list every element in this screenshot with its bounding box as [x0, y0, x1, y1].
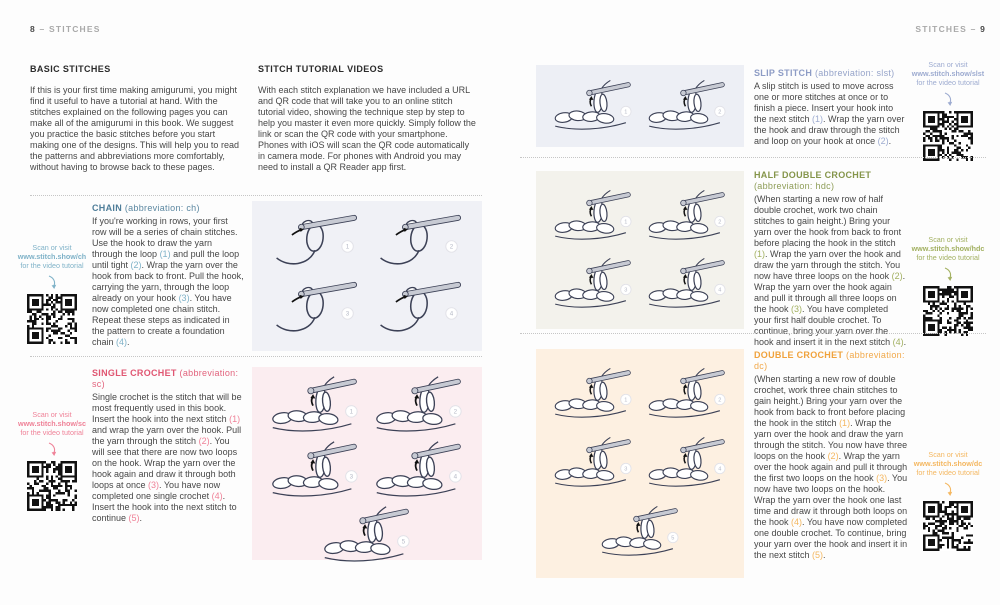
curved-down-arrow-icon	[46, 275, 59, 290]
svg-text:1: 1	[624, 397, 628, 404]
svg-text:4: 4	[718, 466, 722, 473]
svg-text:4: 4	[718, 287, 722, 294]
scan-note-url: www.stitch.show/hdc	[911, 244, 985, 254]
single-crochet-step-illustrations	[252, 367, 482, 560]
svg-text:2: 2	[718, 397, 722, 404]
chain-scan-note	[10, 243, 94, 344]
scan-note-line: for the video tutorial	[20, 428, 84, 438]
page-number: 9	[980, 24, 986, 34]
svg-text:1: 1	[624, 109, 628, 116]
qr-code	[923, 111, 973, 161]
curved-down-arrow-icon	[942, 92, 955, 107]
single-crochet-scan-note	[10, 410, 94, 511]
stitch-step-illustration	[644, 255, 730, 314]
intro-column-tutorial-videos	[258, 64, 476, 173]
svg-text:1: 1	[349, 408, 353, 416]
stitch-step-illustration	[550, 434, 636, 493]
stitch-heading: SLIP STITCH (abbreviation: slst)	[754, 68, 895, 78]
scan-note-line: Scan or visit	[928, 450, 968, 459]
scan-note-url: www.stitch.show/sc	[17, 419, 87, 429]
left-page-header	[30, 24, 101, 34]
scan-note-url: www.stitch.show/dc	[913, 459, 983, 469]
single-crochet-section-text	[92, 368, 244, 524]
stitch-heading: HALF DOUBLE CROCHET (abbreviation: hdc)	[754, 170, 872, 191]
page-title: STITCHES	[915, 24, 967, 34]
page-title: STITCHES	[49, 24, 101, 34]
stitch-heading: DOUBLE CROCHET (abbreviation: dc)	[754, 350, 905, 371]
stitch-step-illustration	[644, 77, 730, 136]
stitch-step-illustration	[371, 210, 467, 275]
stitch-step-illustration	[550, 187, 636, 246]
chain-section-text	[92, 203, 244, 348]
stitch-step-illustration	[644, 434, 730, 493]
slip-stitch-section-text	[754, 68, 908, 147]
stitch-body: (When starting a new row of double crochet, work three chain stitches to gain height.) Bring your yarn over the hook from back to front before placing the hook in the stitch (1). Wrap the yarn over the hook and draw the yarn through the stitch. You now have three loops on the hook (2). Wrap the yarn over the hook again and pull it through the first two loops on the hook (3). You now have two loops on the hook. Wrap the yarn over the hook one last time and draw it through both loops on the hook (4). You have now completed one double crochet. To continue, bring your yarn over the hook and insert it in the next stitch (5).	[754, 374, 908, 560]
svg-text:3: 3	[624, 287, 628, 294]
double-crochet-scan-note	[904, 450, 992, 551]
chain-step-illustrations	[252, 201, 482, 351]
scan-note-url: www.stitch.show/ch	[17, 252, 87, 262]
stitch-step-illustration	[267, 277, 363, 342]
double-crochet-section-text	[754, 350, 908, 561]
slip-stitch-step-illustrations	[536, 65, 744, 147]
stitch-step-illustration	[550, 255, 636, 314]
stitch-step-illustration	[371, 373, 467, 438]
dotted-divider	[30, 195, 482, 196]
header-separator: –	[970, 24, 977, 34]
stitch-step-illustration	[550, 77, 636, 136]
page-number: 8	[30, 24, 36, 34]
scan-note-line: Scan or visit	[32, 243, 72, 252]
slip-stitch-scan-note	[904, 60, 992, 161]
half-double-crochet-section-text	[754, 170, 908, 348]
stitch-heading: SINGLE CROCHET (abbreviation: sc)	[92, 368, 239, 389]
svg-text:2: 2	[453, 408, 458, 416]
svg-text:4: 4	[453, 473, 458, 481]
stitch-step-illustration	[644, 187, 730, 246]
dotted-divider	[520, 333, 986, 334]
stitch-body: A slip stitch is used to move across one or more stitches at once or to finish a piece. Insert your hook into the next stitch (1). Wrap the yarn over the hook and draw through the stitch and loop on your hook at once (2).	[754, 81, 905, 146]
stitch-body: Single crochet is the stitch that will be most frequently used in this book. Insert the hook into the next stitch (1) and wrap the yarn over the hook. Pull the yarn through the stitch (2). You will see that there are now two loops on the hook. Wrap the yarn over the hook again and draw it through both loops at once (3). You have now completed one single crochet (4). Insert the hook into the next stitch to continue (5).	[92, 392, 242, 523]
svg-text:2: 2	[718, 109, 722, 116]
section-heading: BASIC STITCHES	[30, 64, 111, 74]
stitch-heading: CHAIN (abbreviation: ch)	[92, 203, 200, 213]
svg-text:4: 4	[450, 311, 454, 319]
curved-down-arrow-icon	[942, 482, 955, 497]
svg-text:2: 2	[450, 243, 454, 251]
half-double-crochet-step-illustrations	[536, 171, 744, 329]
stitch-step-illustration	[550, 365, 636, 424]
scan-note-line: Scan or visit	[928, 235, 968, 244]
stitch-body: (When starting a new row of half double crochet, work two chain stitches to gain height.) Bring your yarn over the hook from back to front before placing the hook in the stitch (1). Wrap the yarn over the hook and draw the yarn through the stitch. You now have three loops on the hook (2). Wrap the yarn over the hook again and pull it through all three loops on the hook (3). You have completed your first half double crochet. To continue, bring your yarn over the hook and insert it in the next stitch (4).	[754, 194, 907, 347]
section-body: With each stitch explanation we have included a URL and QR code that will take you to an online stitch tutorial video, showing the technique step by step to help you master it even more quickly. Simply follow the link or scan the QR code with your smartphone. Phones with iOS will scan the QR code automatically in camera mode. For phones with Android you may need to install a QR Reader app first.	[258, 85, 476, 172]
qr-code	[27, 294, 77, 344]
stitch-body: If you're working in rows, your first row will be a series of chain stitches. Use the hook to draw the yarn through the loop (1) and pull the loop until tight (2). Wrap the yarn over the hook from back to front. Pull the hook, carrying the yarn, through the loop already on your hook (3). You have now completed one chain stitch. Repeat these steps as indicated in the pattern to create a foundation chain (4).	[92, 216, 244, 347]
curved-down-arrow-icon	[46, 442, 59, 457]
qr-code	[923, 286, 973, 336]
section-body: If this is your first time making amigurumi, you might find it useful to have a tutorial at hand. With the stitches explained on the following pages you can make all of the amigurumi in this book. We suggest you practice the basic stitches before you start making one of the designs. This will help you to read the patterns and abbreviations more comfortably, without having to browse back to these pages.	[30, 85, 239, 172]
svg-text:2: 2	[718, 219, 722, 226]
scan-note-line: Scan or visit	[928, 60, 968, 69]
stitch-step-illustration	[267, 438, 363, 503]
stitch-step-illustration	[597, 503, 683, 562]
double-crochet-step-illustrations	[536, 349, 744, 578]
stitch-step-illustration	[319, 503, 415, 568]
svg-text:3: 3	[624, 466, 628, 473]
stitch-step-illustration	[644, 365, 730, 424]
svg-text:3: 3	[345, 311, 350, 319]
section-heading: STITCH TUTORIAL VIDEOS	[258, 64, 384, 74]
svg-text:5: 5	[671, 535, 675, 542]
dotted-divider	[30, 356, 482, 357]
scan-note-line: for the video tutorial	[916, 78, 980, 88]
header-separator: –	[39, 24, 46, 34]
scan-note-line: for the video tutorial	[916, 468, 980, 478]
scan-note-url: www.stitch.show/slst	[911, 69, 985, 79]
svg-text:1: 1	[345, 243, 350, 251]
intro-column-basic-stitches	[30, 64, 244, 173]
svg-text:5: 5	[401, 539, 406, 547]
right-page-header	[700, 24, 986, 34]
half-double-crochet-scan-note	[904, 235, 992, 336]
stitch-step-illustration	[267, 210, 363, 275]
scan-note-line: for the video tutorial	[916, 253, 980, 263]
dotted-divider	[520, 157, 986, 158]
stitch-step-illustration	[267, 373, 363, 438]
svg-text:3: 3	[349, 473, 353, 481]
stitch-step-illustration	[371, 277, 467, 342]
scan-note-line: for the video tutorial	[20, 261, 84, 271]
curved-down-arrow-icon	[942, 267, 955, 282]
svg-text:1: 1	[624, 219, 628, 226]
scan-note-line: Scan or visit	[32, 410, 72, 419]
qr-code	[27, 461, 77, 511]
stitch-step-illustration	[371, 438, 467, 503]
qr-code	[923, 501, 973, 551]
